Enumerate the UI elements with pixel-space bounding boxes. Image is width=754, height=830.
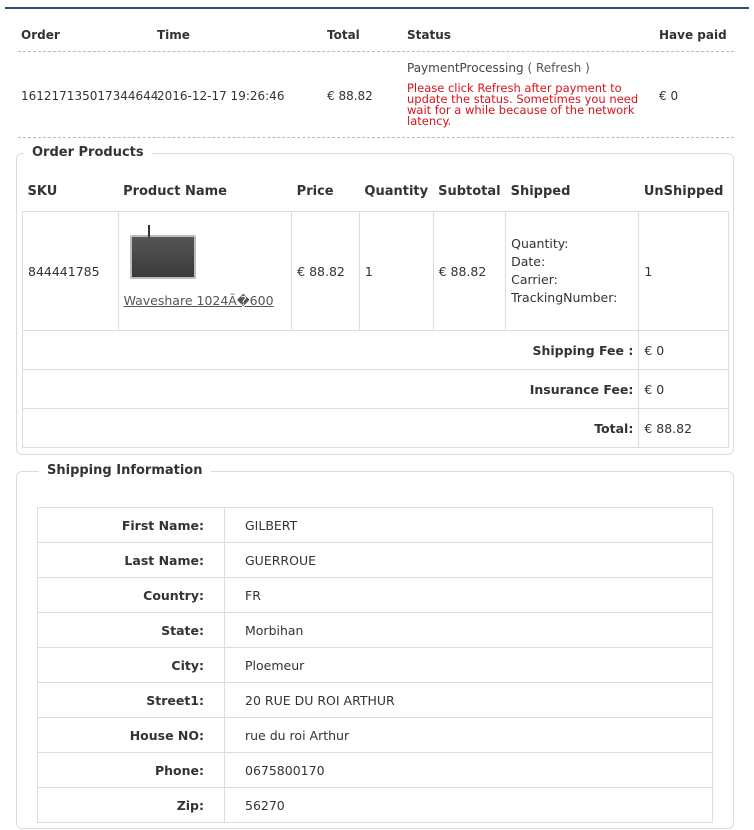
table-row xyxy=(23,212,729,331)
status-value: PaymentProcessing xyxy=(407,61,524,75)
shipping-fee-row xyxy=(23,331,729,370)
item-product xyxy=(118,212,292,331)
table-row xyxy=(38,753,713,788)
col-product-name: Product Name xyxy=(123,184,227,199)
country-value: FR xyxy=(225,578,713,613)
table-row xyxy=(38,543,713,578)
insurance-fee-label: Insurance Fee: xyxy=(23,370,639,409)
item-shipped xyxy=(506,212,639,331)
col-sku: SKU xyxy=(27,184,58,199)
divider xyxy=(18,137,734,138)
insurance-fee-value: € 0 xyxy=(639,370,729,409)
street1-label: Street1: xyxy=(38,683,225,718)
house-no-label: House NO: xyxy=(38,718,225,753)
table-row xyxy=(38,578,713,613)
header-time: Time xyxy=(157,28,190,42)
order-have-paid: € 0 xyxy=(659,89,679,103)
table-row xyxy=(38,508,713,543)
header-status: Status xyxy=(407,28,451,42)
col-quantity: Quantity xyxy=(364,184,429,199)
top-border xyxy=(5,7,749,9)
city-value: Ploemeur xyxy=(225,648,713,683)
total-value: € 88.82 xyxy=(639,409,729,448)
item-unshipped: 1 xyxy=(639,212,729,331)
shipped-carrier: Carrier: xyxy=(511,272,558,287)
order-total: € 88.82 xyxy=(327,89,373,103)
shipping-info-table xyxy=(37,507,713,823)
header-total: Total xyxy=(327,28,360,42)
zip-value: 56270 xyxy=(225,788,713,823)
state-label: State: xyxy=(38,613,225,648)
state-value: Morbihan xyxy=(225,613,713,648)
house-no-value: rue du roi Arthur xyxy=(225,718,713,753)
refresh-note: Please click Refresh after payment to update the status. Sometimes you need wait for a while because of the network latency. xyxy=(407,81,639,128)
header-have-paid: Have paid xyxy=(659,28,727,42)
col-subtotal: Subtotal xyxy=(438,184,501,199)
first-name-label: First Name: xyxy=(38,508,225,543)
shipped-tracking: TrackingNumber: xyxy=(511,290,618,305)
shipping-info-legend: Shipping Information xyxy=(39,463,211,478)
item-subtotal: € 88.82 xyxy=(433,212,506,331)
shipping-fee-value: € 0 xyxy=(639,331,729,370)
table-row xyxy=(38,648,713,683)
order-id: 161217135017344644 xyxy=(21,89,159,103)
table-row xyxy=(38,613,713,648)
header-order: Order xyxy=(21,28,60,42)
col-unshipped: UnShipped xyxy=(643,184,724,199)
product-name-link[interactable]: Waveshare 1024Ã�600 xyxy=(123,292,274,308)
item-quantity: 1 xyxy=(359,212,433,331)
country-label: Country: xyxy=(38,578,225,613)
last-name-value: GUERROUE xyxy=(225,543,713,578)
phone-value: 0675800170 xyxy=(225,753,713,788)
shipped-date: Date: xyxy=(511,254,546,269)
order-products-legend: Order Products xyxy=(24,145,152,160)
insurance-fee-row xyxy=(23,370,729,409)
shipped-quantity: Quantity: xyxy=(511,236,569,251)
phone-label: Phone: xyxy=(38,753,225,788)
order-status xyxy=(407,61,590,75)
divider xyxy=(18,51,734,52)
order-time: 2016-12-17 19:26:46 xyxy=(157,89,285,103)
zip-label: Zip: xyxy=(38,788,225,823)
table-row xyxy=(38,683,713,718)
col-shipped: Shipped xyxy=(510,184,571,199)
table-row xyxy=(38,788,713,823)
shipping-fee-label: Shipping Fee : xyxy=(23,331,639,370)
street1-value: 20 RUE DU ROI ARTHUR xyxy=(225,683,713,718)
last-name-label: Last Name: xyxy=(38,543,225,578)
first-name-value: GILBERT xyxy=(225,508,713,543)
total-row xyxy=(23,409,729,448)
order-products-table xyxy=(22,172,729,448)
total-label: Total: xyxy=(23,409,639,448)
item-price: € 88.82 xyxy=(292,212,360,331)
city-label: City: xyxy=(38,648,225,683)
col-price: Price xyxy=(296,184,334,199)
refresh-link[interactable]: ( Refresh ) xyxy=(527,61,590,75)
product-thumbnail[interactable] xyxy=(130,235,196,279)
table-row xyxy=(38,718,713,753)
item-sku: 844441785 xyxy=(23,212,119,331)
